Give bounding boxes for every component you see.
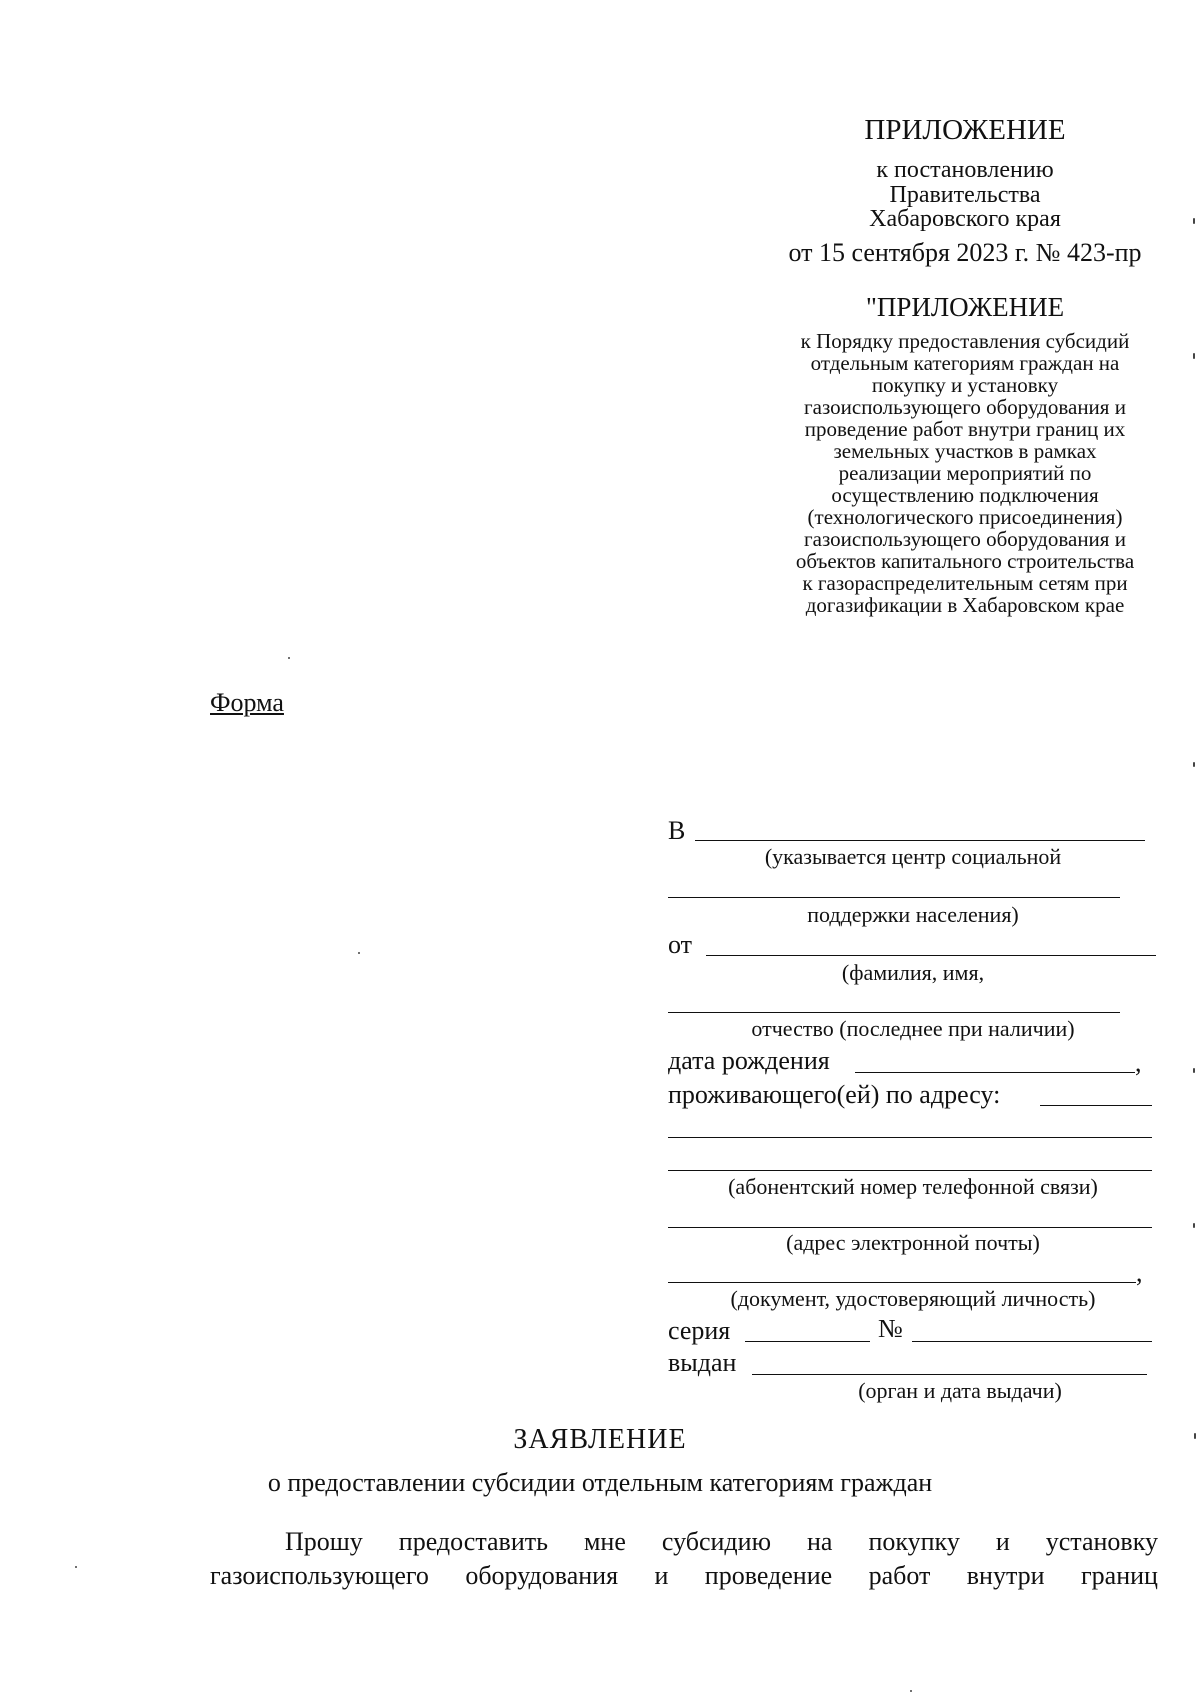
appendix-line: осуществлению подключения — [831, 483, 1099, 507]
address-label: проживающего(ей) по адресу: — [668, 1080, 1001, 1109]
issued-line — [752, 1374, 1147, 1375]
issued-label: выдан — [668, 1348, 737, 1377]
appendix-line: земельных участков в рамках — [833, 439, 1097, 463]
appendix-line: покупку и установку — [871, 373, 1059, 397]
paragraph-word: и — [995, 1527, 1010, 1556]
paragraph-word: покупку — [868, 1527, 960, 1556]
email-caption: (адрес электронной почты) — [786, 1230, 1040, 1255]
paragraph-word: оборудования — [465, 1561, 619, 1590]
scan-speck — [910, 1690, 912, 1692]
address-line — [1040, 1105, 1152, 1106]
appendix-text — [730, 330, 1200, 616]
number-label: № — [878, 1314, 903, 1343]
form-label: Форма — [210, 688, 284, 717]
appendix-line: проведение работ внутри границ их — [804, 417, 1126, 441]
from-line-2 — [668, 1012, 1120, 1013]
email-comma: , — [1136, 1258, 1143, 1287]
paragraph-word: внутри — [966, 1561, 1045, 1590]
header-line-3: Хабаровского края — [869, 206, 1061, 232]
birth-line — [855, 1072, 1135, 1073]
scan-speck — [75, 1566, 77, 1568]
appendix-line: догазификации в Хабаровском крае — [805, 593, 1125, 617]
from-line — [706, 955, 1156, 956]
paragraph-word: работ — [868, 1561, 931, 1590]
header-title: ПРИЛОЖЕНИЕ — [864, 114, 1066, 146]
scan-speck — [1193, 762, 1195, 767]
statement-title: ЗАЯВЛЕНИЕ — [513, 1424, 687, 1455]
appendix-line: к Порядку предоставления субсидий — [800, 329, 1130, 353]
paragraph-word: газоиспользующего — [210, 1561, 429, 1590]
address-line-3 — [668, 1170, 1152, 1171]
phone-line — [668, 1227, 1152, 1228]
number-line — [912, 1341, 1152, 1342]
paragraph-word: проведение — [704, 1561, 833, 1590]
to-line — [695, 840, 1145, 841]
paragraph-word: на — [807, 1527, 833, 1556]
scan-speck — [1193, 353, 1195, 359]
paragraph-word: предоставить — [398, 1527, 548, 1556]
paragraph-line-2 — [210, 1559, 1158, 1593]
appendix-line: реализации мероприятий по — [838, 461, 1092, 485]
scan-speck — [288, 657, 290, 659]
from-caption-2: отчество (последнее при наличии) — [751, 1016, 1075, 1041]
birth-comma: , — [1135, 1048, 1142, 1077]
appendix-line: объектов капитального строительства — [795, 549, 1135, 573]
birth-label: дата рождения — [668, 1046, 830, 1075]
to-prefix: В — [668, 816, 686, 845]
paragraph-word: установку — [1045, 1527, 1158, 1556]
scan-speck — [1194, 1433, 1196, 1439]
to-caption-2: поддержки населения) — [807, 902, 1019, 927]
to-line-2 — [668, 897, 1120, 898]
series-line — [745, 1341, 870, 1342]
series-label: серия — [668, 1316, 731, 1345]
paragraph-word: границ — [1080, 1561, 1158, 1590]
issued-caption: (орган и дата выдачи) — [858, 1378, 1062, 1403]
appendix-line: газоиспользующего оборудования и — [804, 527, 1126, 551]
scan-speck — [1193, 218, 1195, 224]
email-line — [668, 1282, 1136, 1283]
phone-caption: (абонентский номер телефонной связи) — [728, 1174, 1098, 1199]
appendix-title: "ПРИЛОЖЕНИЕ — [865, 292, 1065, 322]
paragraph-word: и — [654, 1561, 669, 1590]
appendix-line: газоиспользующего оборудования и — [804, 395, 1126, 419]
paragraph-word: Прошу — [285, 1527, 363, 1556]
paragraph-line-1 — [210, 1525, 1158, 1559]
address-line-2 — [668, 1137, 1152, 1138]
scan-speck — [1193, 1068, 1195, 1073]
paragraph-word: мне — [583, 1527, 626, 1556]
to-caption-1: (указывается центр социальной — [764, 844, 1062, 869]
from-prefix: от — [668, 930, 693, 959]
statement-paragraph — [210, 1525, 1158, 1593]
header-date-line: от 15 сентября 2023 г. № 423-пр — [788, 238, 1142, 267]
appendix-line: (технологического присоединения) — [807, 505, 1123, 529]
statement-subtitle: о предоставлении субсидии отдельным категориям граждан — [267, 1468, 933, 1497]
header-line-2: Правительства — [889, 182, 1041, 208]
doc-caption: (документ, удостоверяющий личность) — [730, 1286, 1096, 1311]
scan-speck — [1193, 1223, 1195, 1228]
paragraph-word: субсидию — [661, 1527, 771, 1556]
from-caption-1: (фамилия, имя, — [841, 960, 985, 985]
appendix-line: к газораспределительным сетям при — [802, 571, 1128, 595]
appendix-line: отдельным категориям граждан на — [810, 351, 1120, 375]
header-line-1: к постановлению — [876, 157, 1054, 183]
scan-speck — [358, 952, 360, 954]
